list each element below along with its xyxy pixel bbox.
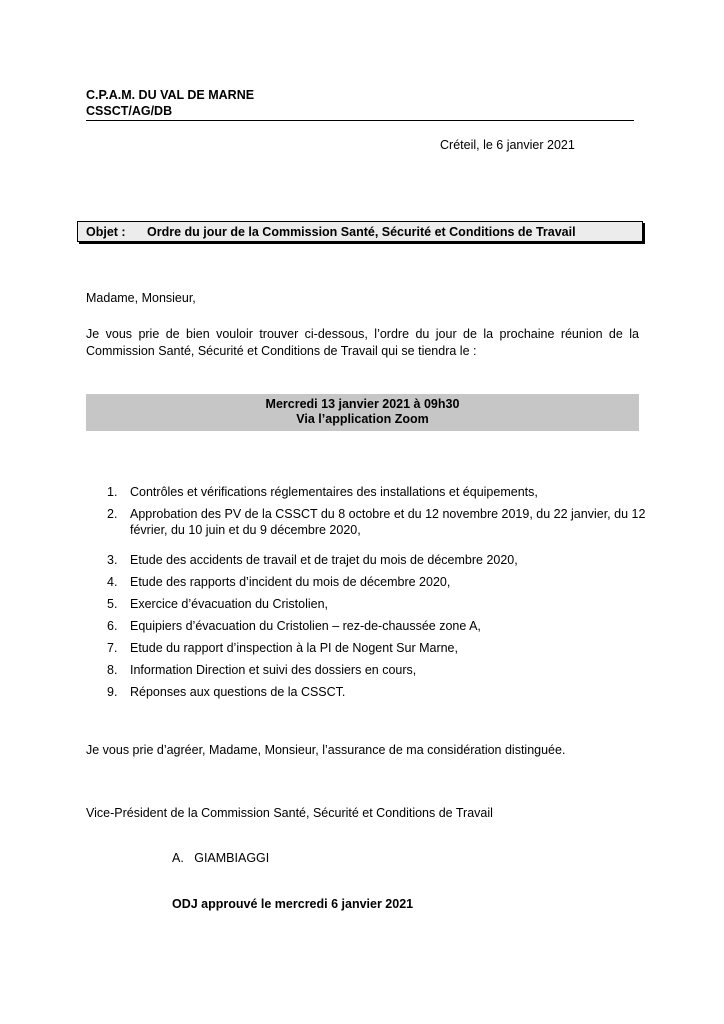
agenda-text: Information Direction et suivi des dossiers en cours,	[130, 663, 417, 677]
agenda-number: 3.	[107, 553, 118, 567]
place-date: Créteil, le 6 janvier 2021	[440, 138, 575, 152]
agenda-text: Approbation des PV de la CSSCT du 8 octobre et du 12 novembre 2019, du 22 janvier, du 12 février, du 10 juin et du 9 décembre 2020,	[130, 507, 646, 537]
agenda-number: 7.	[107, 641, 118, 655]
agenda-item	[85, 552, 647, 568]
reference-code: CSSCT/AG/DB	[86, 104, 173, 118]
salutation: Madame, Monsieur,	[86, 291, 196, 305]
agenda-item	[85, 662, 647, 678]
agenda-item	[85, 574, 647, 590]
agenda-number: 5.	[107, 597, 118, 611]
signatory-name: A. GIAMBIAGGI	[172, 851, 270, 865]
subject-label: Objet :	[86, 225, 126, 239]
agenda-text: Equipiers d’évacuation du Cristolien – rez-de-chaussée zone A,	[130, 619, 481, 633]
agenda-text: Etude du rapport d’inspection à la PI de Nogent Sur Marne,	[130, 641, 458, 655]
agenda-text: Contrôles et vérifications réglementaires des installations et équipements,	[130, 485, 538, 499]
agenda-number: 1.	[107, 485, 118, 499]
meeting-box	[86, 394, 639, 431]
org-name: C.P.A.M. DU VAL DE MARNE	[86, 88, 255, 102]
closing-formula: Je vous prie d’agréer, Madame, Monsieur, l’assurance de ma considération distinguée.	[86, 743, 566, 757]
agenda-number: 6.	[107, 619, 118, 633]
agenda-item	[85, 484, 647, 500]
agenda-text: Réponses aux questions de la CSSCT.	[130, 685, 346, 699]
agenda-item	[85, 596, 647, 612]
agenda-item	[85, 618, 647, 634]
agenda-text: Etude des accidents de travail et de trajet du mois de décembre 2020,	[130, 553, 518, 567]
agenda-number: 9.	[107, 685, 118, 699]
meeting-date: Mercredi 13 janvier 2021 à 09h30	[265, 397, 460, 411]
intro-paragraph: Je vous prie de bien vouloir trouver ci-dessous, l’ordre du jour de la prochaine réunion de la Commission Santé, Sécurité et Conditions de Travail qui se tiendra le :	[86, 327, 639, 358]
agenda-number: 4.	[107, 575, 118, 589]
agenda-item	[85, 684, 647, 700]
approval-note: ODJ approuvé le mercredi 6 janvier 2021	[172, 897, 414, 911]
agenda-item	[85, 506, 647, 538]
agenda-item	[85, 640, 647, 656]
agenda-number: 8.	[107, 663, 118, 677]
header-divider	[86, 120, 634, 121]
subject-box	[77, 221, 643, 242]
agenda-text: Exercice d’évacuation du Cristolien,	[130, 597, 329, 611]
agenda-text: Etude des rapports d’incident du mois de décembre 2020,	[130, 575, 451, 589]
subject-text: Ordre du jour de la Commission Santé, Sécurité et Conditions de Travail	[147, 225, 576, 239]
agenda-list	[85, 484, 647, 706]
agenda-number: 2.	[107, 507, 118, 521]
meeting-platform: Via l’application Zoom	[296, 412, 429, 426]
signatory-title: Vice-Président de la Commission Santé, Sécurité et Conditions de Travail	[86, 806, 493, 820]
